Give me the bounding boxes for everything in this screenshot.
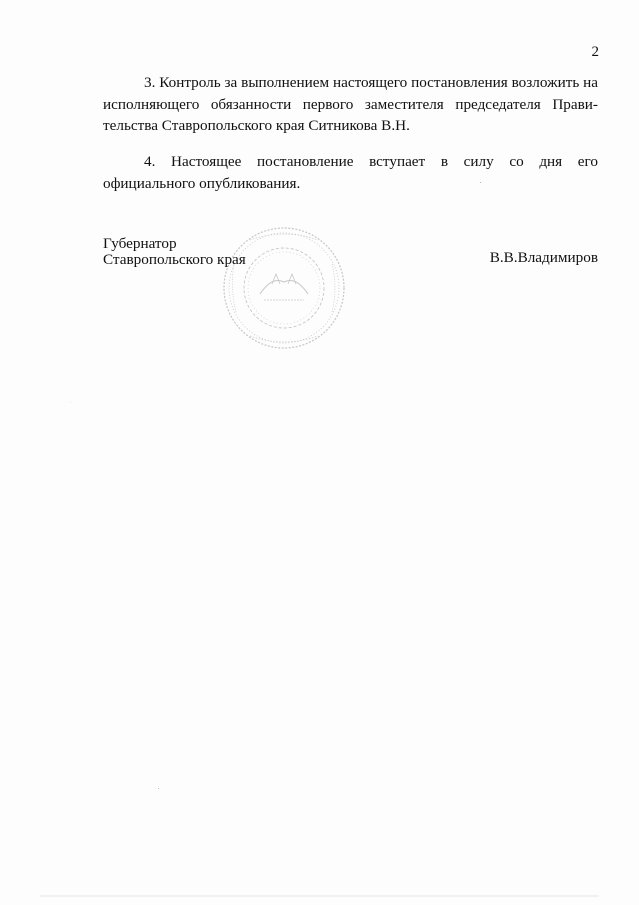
signatory-position-line1: Губернатор — [103, 235, 177, 252]
page-number: 2 — [591, 44, 599, 60]
scan-speck — [480, 182, 481, 183]
signature-block — [103, 236, 598, 268]
scan-speck — [70, 402, 71, 403]
paragraph-3: 3. Контроль за выполнением настоящего постановления возложить на исполняющего обязанности первого заместителя председателя Прави-тельства Ставропольского края Ситникова В.Н. — [103, 74, 598, 134]
paragraph-4: 4. Настоящее постановление вступает в силу со дня его официального опубликования. — [103, 153, 598, 192]
signatory-name: В.В.Владимиров — [489, 249, 598, 266]
scan-speck — [158, 788, 159, 789]
scan-edge — [40, 895, 599, 897]
signatory-position-line2: Ставропольского края — [103, 251, 246, 268]
